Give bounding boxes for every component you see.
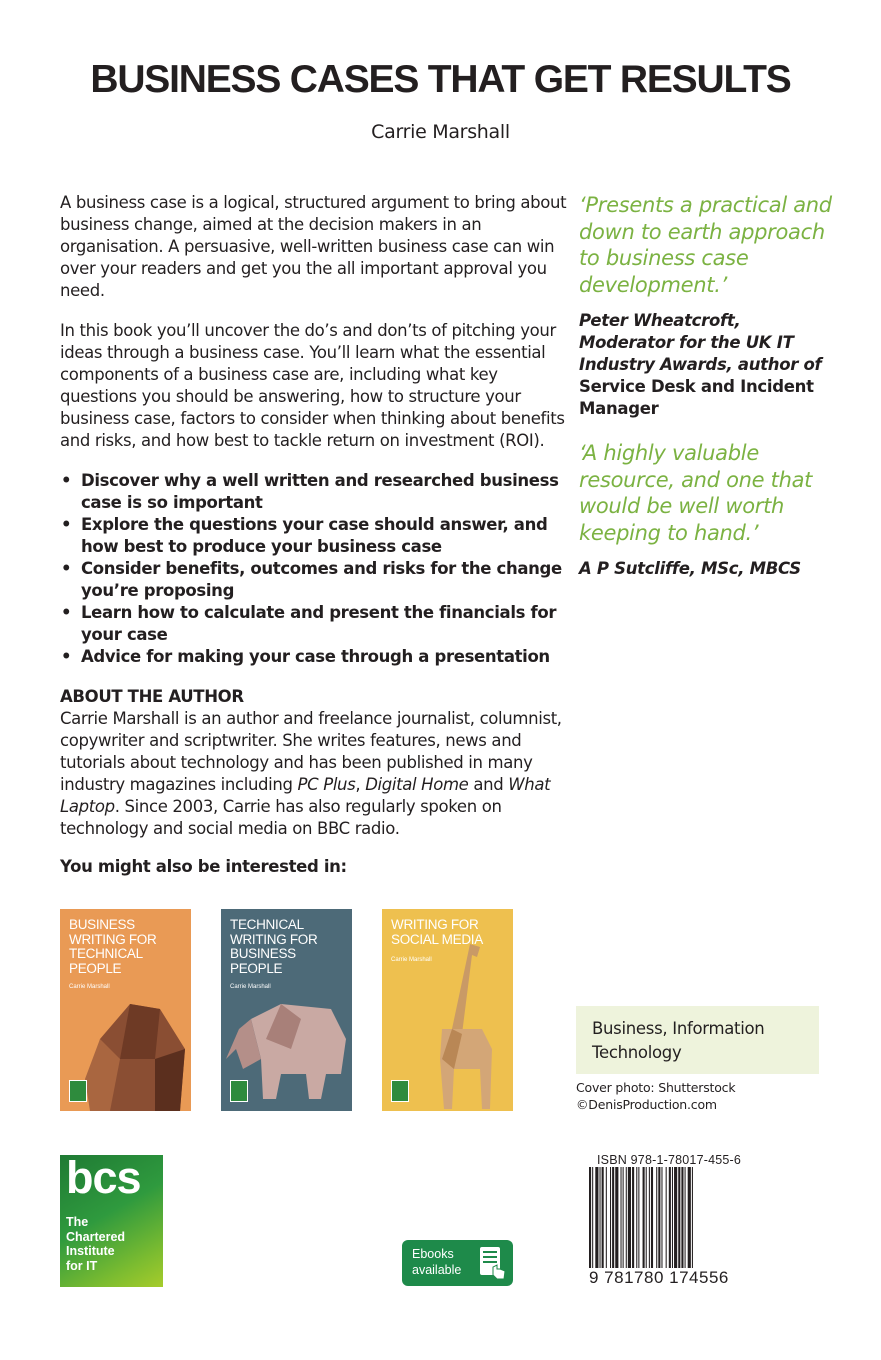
book-author: Carrie Marshall [371,121,510,143]
related-book-author: Carrie Marshall [391,957,432,963]
barcode-bar [643,1167,645,1275]
related-book-cover-2 [221,909,352,1111]
review-quote-2: ‘A highly valuable resource, and one that would be well worth keeping to hand.’ [579,441,813,545]
description-column [60,192,570,878]
subject-category: Business, Information Technology [576,1006,819,1074]
feature-item: • Discover why a well written and researched business case is so important [61,471,559,512]
book-title: BUSINESS CASES THAT GET RESULTS [90,58,791,101]
related-book-cover-3 [382,909,513,1111]
intro-paragraph-2: In this book you’ll uncover the do’s and don’ts of pitching your ideas through a business case. You’ll learn what the essential components of a business case are, including what key questions you should be answering, how to structure your business case, factors to consider when thinking about benefits and risks, and how best to tackle return on investment (ROI). [60,321,565,450]
barcode-bar [602,1167,604,1275]
ebook-reader-icon [477,1245,507,1281]
barcode-bar [661,1167,662,1275]
related-book-title: WRITING FOR SOCIAL MEDIA [391,917,483,947]
barcode-bar [678,1167,680,1275]
bullet-icon: • [61,559,72,578]
barcode-bar [649,1167,650,1275]
review-quote-1: ‘Presents a practical and down to earth approach to business case development.’ [579,193,832,297]
barcode-bar [669,1167,671,1275]
reviews-column [579,192,839,580]
barcode-bar [646,1167,647,1275]
photo-credit: Cover photo: Shutterstock ©DenisProduction.com [576,1080,736,1112]
review-attribution-2: A P Sutcliffe, MSc, MBCS [579,559,801,578]
feature-list [60,470,570,668]
bullet-icon: • [61,603,72,622]
barcode-bar [685,1167,686,1275]
barcode-bar [674,1167,677,1275]
bcs-logo [60,1155,163,1287]
bcs-mini-logo-icon [69,1080,87,1102]
barcode-bar [600,1167,601,1275]
barcode-bar [692,1167,693,1275]
barcode-bar [658,1167,660,1275]
barcode-bar [626,1167,627,1275]
bullet-icon: • [61,471,72,490]
review-attribution-1: Peter Wheatcroft, Moderator for the UK IT Industry Awards, author of Service Desk and Incident Manager [579,311,822,418]
related-book-cover-1 [60,909,191,1111]
about-author-text: Carrie Marshall is an author and freelance journalist, columnist, copywriter and scriptwriter. She writes features, news and tutorials about technology and has been published in many industry magazines including PC Plus, Digital Home and What Laptop. Since 2003, Carrie has also regularly spoken on technology and social media on BBC radio. [60,709,562,838]
isbn-label: ISBN 978-1-78017-455-6 [597,1153,742,1167]
feature-item: • Learn how to calculate and present the financials for your case [61,603,557,644]
barcode-bar [612,1167,614,1275]
barcode-bar [651,1167,653,1275]
feature-item: • Advice for making your case through a presentation [61,647,550,666]
barcode-bar [623,1167,624,1275]
barcode-bar [606,1167,607,1275]
bullet-icon: • [61,647,72,666]
bcs-mini-logo-icon [391,1080,409,1102]
related-book-author: Carrie Marshall [69,984,110,990]
barcode-bar [621,1167,622,1275]
ebooks-available-badge [402,1240,513,1286]
bcs-wordmark: bcs [66,1155,141,1203]
barcode-bar [610,1167,611,1275]
related-book-title: BUSINESS WRITING FOR TECHNICAL PEOPLE [69,917,157,976]
barcode-bar [636,1167,637,1275]
barcode-bar [589,1167,591,1275]
bullet-icon: • [61,515,72,534]
barcode-bar [681,1167,683,1275]
barcode-bar [632,1167,634,1275]
bcs-mini-logo-icon [230,1080,248,1102]
barcode-bar [595,1167,598,1275]
feature-item: • Explore the questions your case should answer, and how best to produce your business case [61,515,548,556]
also-interested-heading: You might also be interested in: [60,857,347,876]
barcode-icon [589,1167,751,1275]
barcode-bar [628,1167,631,1275]
intro-paragraph-1: A business case is a logical, structured argument to bring about business change, aimed at the decision makers in an organisation. A persuasive, well-written business case can win over your readers and get you the all important approval you need. [60,193,567,300]
barcode-bar [615,1167,618,1275]
feature-item: • Consider benefits, outcomes and risks for the change you’re proposing [61,559,562,600]
bcs-tagline: The Chartered Institute for IT [66,1215,126,1273]
barcode-bar [656,1167,657,1275]
related-book-author: Carrie Marshall [230,984,271,990]
related-book-title: TECHNICAL WRITING FOR BUSINESS PEOPLE [230,917,318,976]
barcode-bar [666,1167,667,1275]
barcode-bar [592,1167,593,1275]
about-author-heading: ABOUT THE AUTHOR [60,687,244,706]
barcode-bar [688,1167,691,1275]
related-books [60,909,520,1111]
barcode-digits: 9 781780 174556 [589,1268,751,1288]
barcode-bar [638,1167,639,1275]
barcode-bar [672,1167,673,1275]
ebooks-label: Ebooks available [412,1247,462,1277]
